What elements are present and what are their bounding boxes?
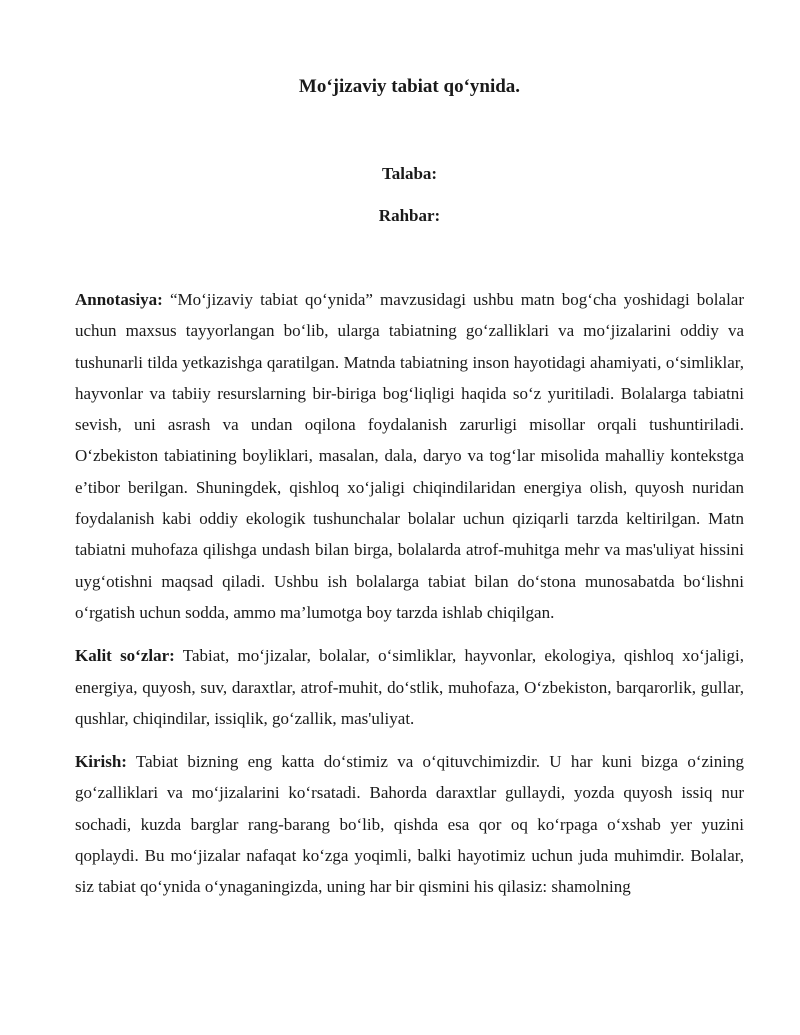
student-label: Talaba:: [381, 164, 438, 183]
introduction-text: Tabiat bizning eng katta do‘stimiz va o‘qituvchimizdir. U har kuni bizga o‘zining go‘zalliklari va mo‘jizalarini ko‘rsatadi. Bahorda daraxtlar gullaydi, yozda quyosh issiq nur sochadi, kuzda barglar rang-barang bo‘lib, qishda esa qor oq ko‘rpaga o‘xshab yer yuzini qoplaydi. Bu mo‘jizalar nafaqat ko‘zga yoqimli, balki hayotimiz uchun juda muhimdir. Bolalar, siz tabiat qo‘ynida o‘ynaganingizda, uning har bir qismini his qilasiz: shamolning: [75, 752, 744, 897]
keywords-text: Tabiat, mo‘jizalar, bolalar, o‘simliklar, hayvonlar, ekologiya, qishloq xo‘jaligi, energiya, quyosh, suv, daraxtlar, atrof-muhit, do‘stlik, muhofaza, O‘zbekiston, barqarorlik, gullar, qushlar, chiqindilar, issiqlik, go‘zallik, mas'uliyat.: [75, 646, 744, 728]
document-title: Mo‘jizaviy tabiat qo‘ynida.: [298, 76, 521, 97]
keywords-heading: Kalit so‘zlar:: [75, 646, 175, 666]
document-body: [75, 284, 744, 915]
introduction-heading: Kirish:: [75, 752, 127, 772]
advisor-label: Rahbar:: [378, 206, 441, 225]
annotation-paragraph: [75, 284, 744, 628]
keywords-paragraph: [75, 640, 744, 734]
annotation-text: “Mo‘jizaviy tabiat qo‘ynida” mavzusidagi ushbu matn bog‘cha yoshidagi bolalar uchun maxsus tayyorlangan bo‘lib, ularga tabiatning go‘zalliklari va mo‘jizalarini oddiy va tushunarli tilda yetkazishga qaratilgan. Matnda tabiatning inson hayotidagi ahamiyati, o‘simliklar, hayvonlar va tabiiy resurslarning bir-biriga bog‘liqligi haqida so‘z yuritiladi. Bolalarga tabiatni sevish, uni asrash va undan oqilona foydalanish zarurligi misollar orqali tushuntiriladi. O‘zbekiston tabiatining boyliklari, masalan, dala, daryo va tog‘lar misolida mahalliy kontekstga e’tibor berilgan. Shuningdek, qishloq xo‘jaligi chiqindilaridan energiya olish, quyosh nuridan foydalanish kabi oddiy ekologik tushunchalar bolalar uchun qiziqarli tarzda keltirilgan. Matn tabiatni muhofaza qilishga undash bilan birga, bolalarda atrof-muhitga mehr va mas'uliyat hissini uyg‘otishni maqsad qiladi. Ushbu ish bolalarga tabiat bilan do‘stona munosabatda bo‘lishni o‘rgatish uchun sodda, ammo ma’lumotga boy tarzda ishlab chiqilgan.: [75, 290, 744, 622]
annotation-heading: Annotasiya:: [75, 290, 163, 309]
introduction-paragraph: [75, 746, 744, 902]
